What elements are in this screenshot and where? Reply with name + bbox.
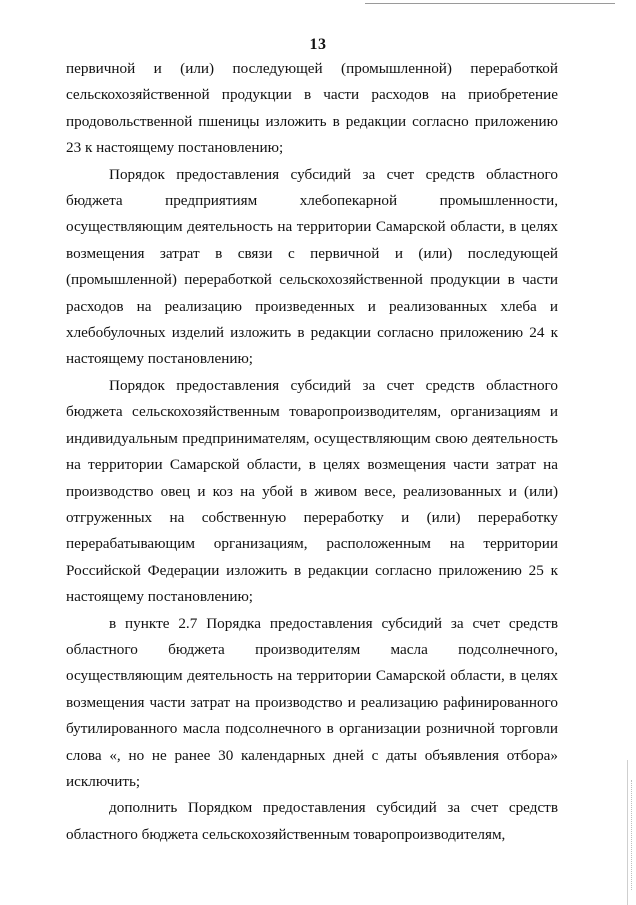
scan-artifact-right-edge bbox=[627, 760, 628, 905]
paragraph-5: дополнить Порядком предоставления субсидий за счет средств областного бюджета сельскохозяйственным товаропроизводителям, bbox=[66, 799, 558, 843]
paragraph-4: в пункте 2.7 Порядка предоставления субсидий за счет средств областного бюджета производителям масла подсолнечного, осуществляющим деятельность на территории Самарской области, в целях возмещения части затрат на производство и реализацию рафинированного бутилированного масла подсолнечного в организации розничной торговли слова «, но не ранее 30 календарных дней с даты объявления отбора» исключить; bbox=[66, 614, 558, 790]
paragraph-2: Порядок предоставления субсидий за счет средств областного бюджета предприятиям хлебопекарной промышленности, осуществляющим деятельность на территории Самарской области, в целях возмещения затрат в связи с первичной и (или) последующей (промышленной) переработкой сельскохозяйственной продукции в части расходов на реализацию произведенных и реализованных хлеба и хлебобулочных изделий изложить в редакции согласно приложению 24 к настоящему постановлению; bbox=[66, 165, 558, 368]
page-number: 13 bbox=[309, 36, 327, 53]
paragraph-3: Порядок предоставления субсидий за счет средств областного бюджета сельскохозяйственным товаропроизводителям, организациям и индивидуальным предпринимателям, осуществляющим свою деятельность на территории Самарской области, в целях возмещения части затрат на производство овец и коз на убой в живом весе, реализованных и (или) отгруженных на собственную переработку и (или) переработку перерабатывающим организациям, расположенным на территории Российской Федерации изложить в редакции согласно приложению 25 к настоящему постановлению; bbox=[66, 376, 558, 606]
paragraph-1: первичной и (или) последующей (промышленной) переработкой сельскохозяйственной продукции в части расходов на приобретение продовольственной пшеницы изложить в редакции согласно приложению 23 к настоящему постановлению; bbox=[66, 60, 558, 157]
scan-artifact-dots bbox=[631, 780, 633, 890]
document-body bbox=[66, 56, 558, 848]
scan-artifact-top-line bbox=[365, 3, 615, 4]
